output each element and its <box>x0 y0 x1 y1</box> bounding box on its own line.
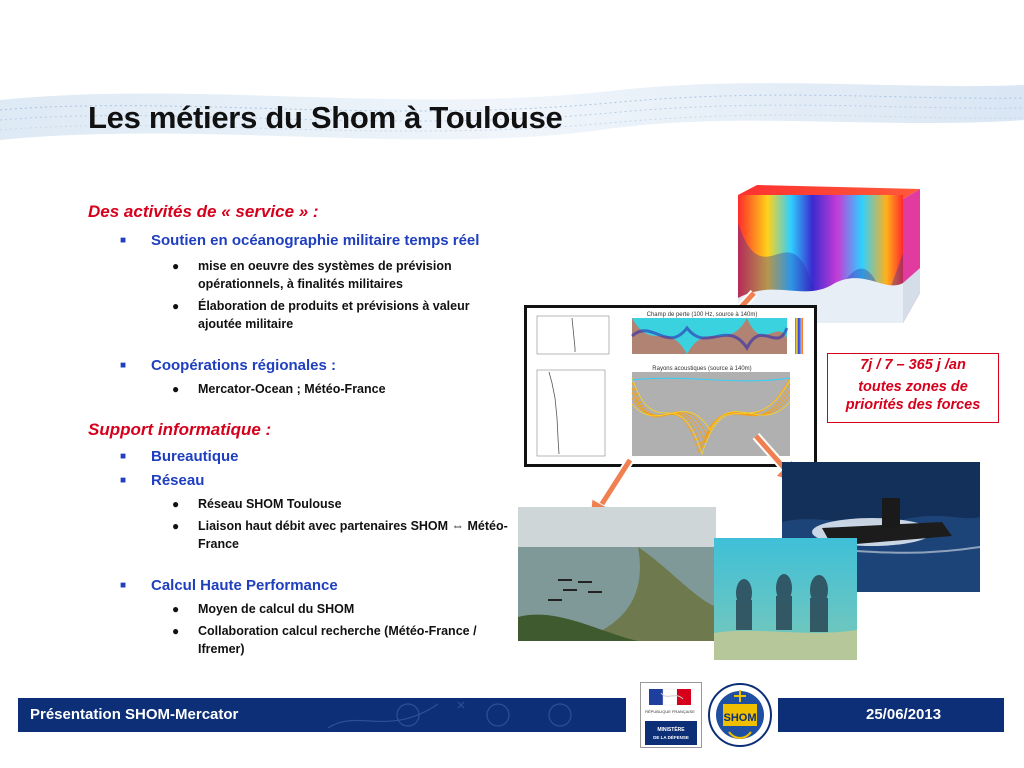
list-item: ● Collaboration calcul recherche (Météo-France / Ifremer) <box>172 624 477 656</box>
square-bullet-icon: ■ <box>120 451 127 462</box>
content-body <box>88 202 508 658</box>
square-bullet-icon: ■ <box>120 360 127 371</box>
list-item: ● mise en oeuvre des systèmes de prévision opérationnels, à finalités militaires <box>172 259 452 291</box>
list-item: ■ Bureautique <box>120 448 239 465</box>
list-item: ● Élaboration de produits et prévisions à valeur ajoutée militaire <box>172 299 470 331</box>
defense-label: DE LA DÉFENSE <box>653 735 689 740</box>
plot-bottom-title: Rayons acoustiques (source à 140m) <box>652 366 752 372</box>
square-bullet-icon: ■ <box>120 580 127 591</box>
footer-presentation-title: Présentation SHOM-Mercator <box>30 706 239 723</box>
section-heading-service: Des activités de « service » : <box>88 202 319 221</box>
compass-decoration-icon <box>298 698 618 732</box>
republique-francaise-logo <box>640 682 702 748</box>
divers-photo <box>714 538 857 660</box>
dot-bullet-icon: ● <box>172 519 180 533</box>
footer-bar-right <box>778 698 1004 732</box>
list-item: ■ Coopérations régionales : <box>120 357 337 374</box>
shom-logo-text: SHOM <box>723 712 757 724</box>
shom-logo <box>707 682 773 748</box>
footer-date: 25/06/2013 <box>866 706 942 723</box>
slide-title: Les métiers du Shom à Toulouse <box>88 100 563 135</box>
list-item: ● Réseau SHOM Toulouse <box>172 497 342 511</box>
availability-note <box>827 353 999 423</box>
square-bullet-icon: ■ <box>120 475 127 486</box>
rf-label: RÉPUBLIQUE FRANÇAISE <box>645 709 695 714</box>
dot-bullet-icon: ● <box>172 299 180 313</box>
dot-bullet-icon: ● <box>172 497 180 511</box>
list-item: ■ Calcul Haute Performance <box>120 577 338 594</box>
dot-bullet-icon: ● <box>172 382 180 396</box>
list-item: ■ Réseau <box>120 472 205 489</box>
dot-bullet-icon: ● <box>172 602 180 616</box>
dot-bullet-icon: ● <box>172 624 180 638</box>
section-heading-support: Support informatique : <box>88 420 272 439</box>
availability-line: 7j / 7 – 365 j /an <box>860 357 966 373</box>
list-item: ● Mercator-Ocean ; Météo-France <box>172 382 386 396</box>
square-bullet-icon: ■ <box>120 235 127 246</box>
list-item: ● Liaison haut débit avec partenaires SHOM ⇔ Météo-France <box>172 519 508 551</box>
coverage-line: toutes zones de priorités des forces <box>845 379 981 413</box>
coastline-photo <box>518 507 716 641</box>
ministere-label: MINISTÈRE <box>657 727 685 733</box>
plot-top-title: Champ de perte (100 Hz, source à 140m) <box>646 312 758 318</box>
list-item: ■ Soutien en océanographie militaire temps réel <box>120 232 480 249</box>
dot-bullet-icon: ● <box>172 259 180 273</box>
list-item: ● Moyen de calcul du SHOM <box>172 602 355 616</box>
footer-bar-left <box>18 698 626 732</box>
